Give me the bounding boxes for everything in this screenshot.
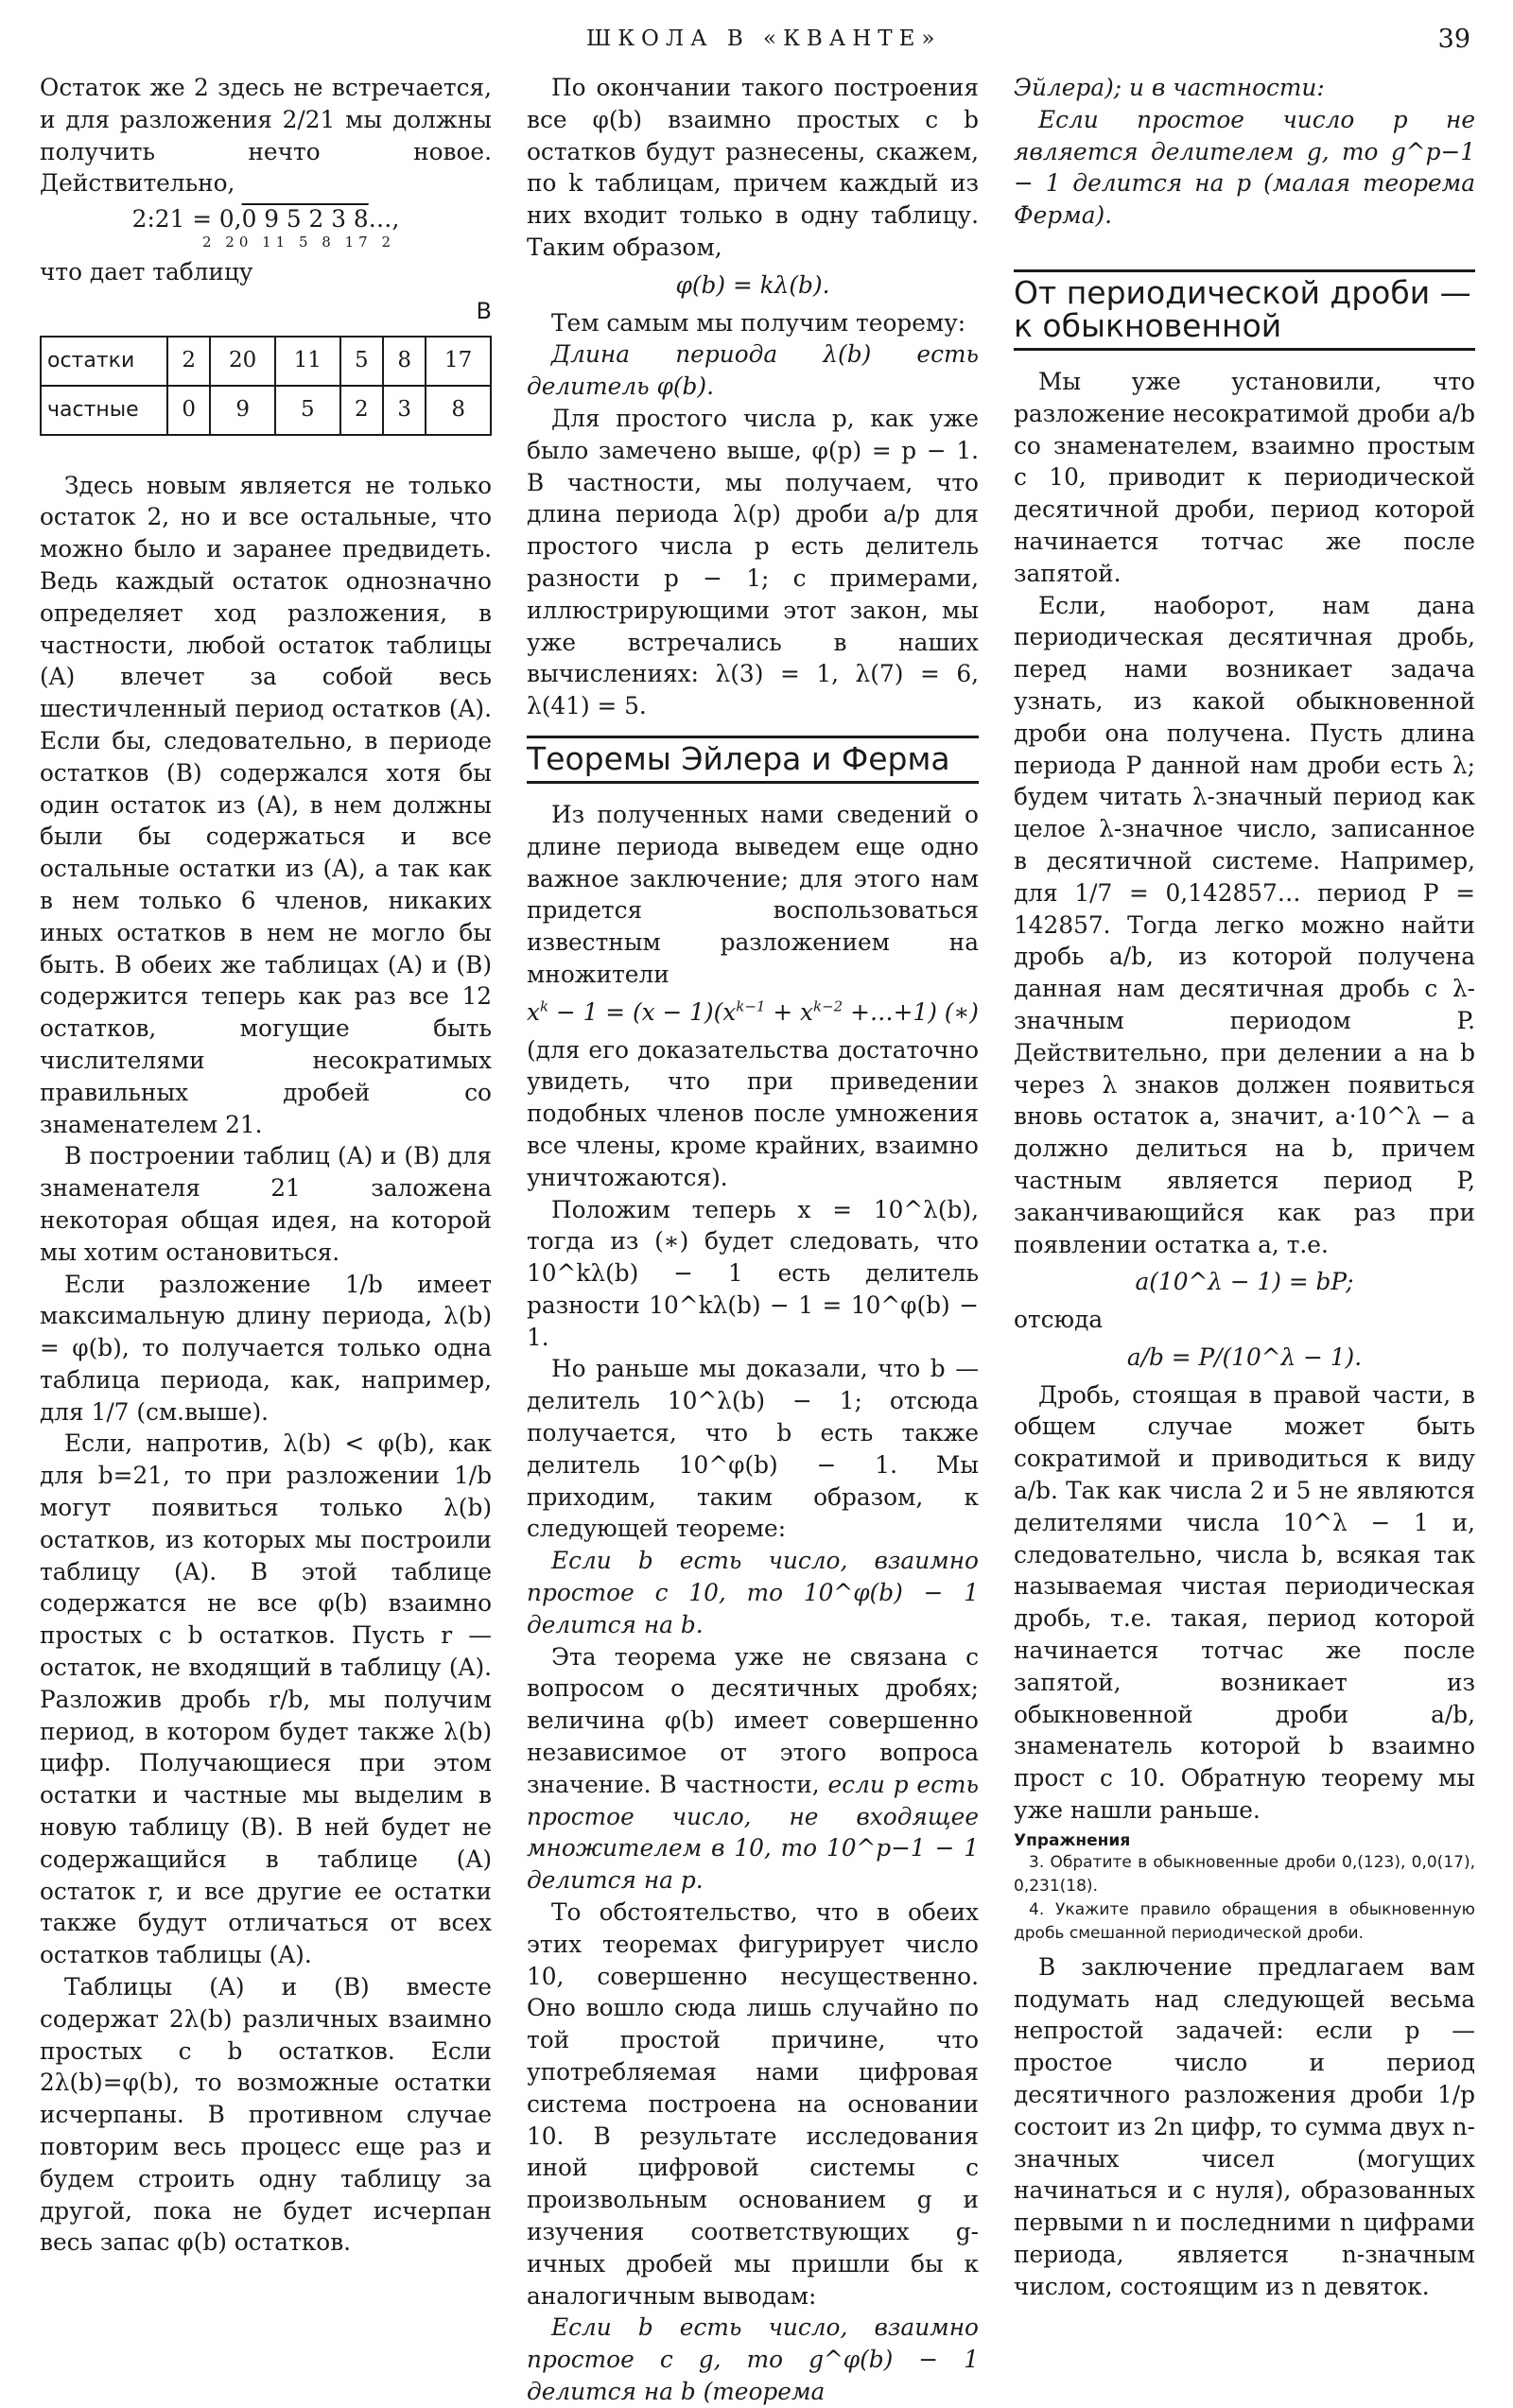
col1-paragraph: Здесь новым является не только остаток 2, но и все остальные, что можно было и заранее предвидеть. Ведь каждый остаток однозначно определяет ход разложения, в частности, любой остаток таблицы (A) влечет за собой весь шестичленный период остатков (A). Если бы, следовательно, в периоде остатков (B) содержался хотя бы один остаток из (A), в нем должны были бы содержаться и все остальные остатки из (A), а так как в нем только 6 членов, никаких иных остатков в нем не могло бы быть. В обеих же таблицах (A) и (B) содержится теперь как раз все 12 остатков, могущие быть числителями несократимых правильных дробей со знаменателем 21. [40, 471, 492, 1138]
table-cell: 2 [167, 337, 210, 386]
table-cell: 9 [210, 386, 275, 435]
formula-aP: a(10^λ − 1) = bP; [1135, 1268, 1354, 1296]
page-number: 39 [1437, 25, 1470, 54]
table-header-cell: частные [41, 386, 167, 435]
division-remainders: 2 20 11 5 8 17 2 [201, 233, 396, 251]
formula-phi: φ(b) = kλ(b). [675, 270, 830, 299]
col1-paragraph: Если разложение 1/b имеет максимальную длину периода, λ(b) = φ(b), то получается только одна таблица периода, как, например, для 1/7 (см.выше). [40, 1270, 492, 1426]
col3-paragraph: В заключение предлагаем вам подумать над следующей весьма непростой задачей: если p — простое число и период десятичного разложения дроби 1/p состоит из 2n цифр, то сумма двух n-значных чисел (могущих начинаться и с нуля), образованных первыми n и последними n цифрами периода, является n-значным числом, состоящим из n девяток. [1014, 1952, 1475, 2300]
col2-paragraph: Для простого числа p, как уже было замечено выше, φ(p) = p − 1. В частности, мы получаем, что длина периода λ(p) дроби a/p для простого числа p есть делитель разности p − 1; с примерами, иллюстрирующими этот закон, мы уже встречались в наших вычислениях: λ(3) = 1, λ(7) = 6, λ(41) = 5. [527, 404, 979, 720]
col3-paragraph: отсюда [1014, 1306, 1104, 1334]
col1-paragraph: Таблицы (A) и (B) вместе содержат 2λ(b) различных взаимно простых с b остатков. Если 2λ(b)=φ(b), то возможные остатки исчерпаны. В противном случае повторим весь процесс еще раз и будем строить одну таблицу за другой, пока не будет исчерпан весь запас φ(b) остатков. [40, 1973, 492, 2257]
col1-paragraph: что дает таблицу [40, 257, 253, 286]
table-cell: 3 [383, 386, 426, 435]
table-cell: 0 [167, 386, 210, 435]
col2-paragraph: То обстоятельство, что в обеих этих теоремах фигурирует число 10, совершенно несущественно. Оно вошло сюда лишь случайно по той простой причине, что употребляемая нами цифровая система построена на основании 10. В результате исследования иной цифровой системы с произвольным основанием g и изучения соответствующих g-ичных дробей мы пришли бы к аналогичным выводам: [527, 1898, 979, 2310]
table-row [41, 386, 491, 435]
division-period: 0 9 5 2 3 8 [241, 205, 369, 234]
section-heading: Теоремы Эйлера и Ферма [527, 736, 979, 784]
col2-paragraph: Эта теорема уже не связана с вопросом о десятичных дробях; величина φ(b) имеет совершенно независимое от этого вопроса значение. В частности, если p есть простое число, не входящее множителем в 10, то 10^p−1 − 1 делится на p. [527, 1642, 979, 1895]
col2-paragraph: Тем самым мы получим теорему: [551, 308, 966, 337]
theorem: Если простое число p не является делителем g, то g^p−1 − 1 делится на p (малая теорема Ферма). [1014, 105, 1475, 230]
col2-paragraph: (для его доказательства достаточно увидеть, что при приведении подобных членов после умножения все члены, кроме крайних, взаимно уничтожаются). [527, 1035, 979, 1191]
table-cell: 8 [383, 337, 426, 386]
col3-paragraph: Если, наоборот, нам дана периодическая десятичная дробь, перед нами возникает задача узнать, из какой обыкновенной дроби она получена. Пусть длина периода P данной нам дроби есть λ; будем читать λ-значный период как целое λ-значное число, записанное в десятичной системе. Например, для 1/7 = 0,142857… период P = 142857. Тогда легко можно найти дробь a/b, из которой получена данная нам десятичная дробь с λ-значным периодом P. Действительно, при делении a на b через λ знаков должен появиться вновь остаток a, значит, a·10^λ − a должно делиться на b, причем частным является период P, заканчивающийся как раз при появлении остатка a, т.е. [1014, 591, 1475, 1258]
division-formula: 2:21 = 0,0 9 5 2 3 8…, [131, 205, 400, 234]
page-header [0, 25, 1513, 62]
table-cell: 5 [275, 386, 340, 435]
theorem-inline: если p есть простое число, не входящее множителем в 10, то 10^p−1 − 1 делится на p. [527, 1770, 979, 1895]
exercises-title: Упражнения [1014, 1830, 1131, 1850]
table-header-cell: остатки [41, 337, 167, 386]
running-title: ШКОЛА В «КВАНТЕ» [586, 26, 942, 51]
column-3 [1014, 72, 1475, 2303]
column-2 [527, 72, 979, 2408]
theorem: Если b есть число, взаимно простое с g, то g^φ(b) − 1 делится на b (теорема [527, 2313, 979, 2405]
section-heading: От периодической дроби — к обыкновенной [1014, 269, 1475, 351]
exercise-item: 3. Обратите в обыкновенные дроби 0,(123), 0,0(17), 0,231(18). [1014, 1852, 1475, 1896]
col2-paragraph: Но раньше мы доказали, что b — делитель 10^λ(b) − 1; отсюда получается, что b есть также делитель 10^φ(b) − 1. Мы приходим, таким образом, к следующей теореме: [527, 1355, 979, 1543]
factorization-formula: $x^k - 1 = (x - 1)(x^{k-1} + x^{k-2}$ +…+1) (∗) [527, 997, 979, 1026]
col2-paragraph: Из полученных нами сведений о длине периода выведем еще одно важное заключение; для этого нам придется воспользоваться известным разложением на множители [527, 800, 979, 988]
col2-paragraph: Положим теперь x = 10^λ(b), тогда из (∗) будет следовать, что 10^kλ(b) − 1 есть делитель разности 10^kλ(b) − 1 = 10^φ(b) − 1. [527, 1195, 979, 1351]
col3-paragraph: Дробь, стоящая в правой части, в общем случае может быть сократимой и приводиться к виду a/b. Так как числа 2 и 5 не являются делителями числа 10^λ − 1 и, следовательно, числа b, всякая так называемая чистая периодическая дробь, т.е. такая, период которой начинается тотчас же после запятой, возникает из обыкновенной дроби a/b, знаменатель которой b взаимно прост с 10. Обратную теорему мы уже нашли раньше. [1014, 1380, 1475, 1825]
col3-paragraph: Эйлера); и в частности: [1014, 74, 1325, 101]
theorem: Длина периода λ(b) есть делитель φ(b). [527, 340, 979, 401]
col1-paragraph: Остаток же 2 здесь не встречается, и для разложения 2/21 мы должны получить нечто новое. Действительно, [40, 74, 492, 198]
col1-paragraph: Если, напротив, λ(b) < φ(b), как для b=21, то при разложении 1/b могут появиться только λ(b) остатков, из которых мы построили таблицу (A). В этой таблице содержатся не все φ(b) взаимно простых с b остатков. Пусть r — остаток, не входящий в таблицу (A). Разложив дробь r/b, мы получим период, в котором будет также λ(b) цифр. Получающиеся при этом остатки и частные мы выделим в новую таблицу (B). В ней будет не содержащийся в таблице (A) остаток r, и все другие ее остатки также будут отличаться от всех остатков таблицы (A). [40, 1429, 492, 1969]
table-cell: 5 [340, 337, 383, 386]
table-cell: 17 [426, 337, 491, 386]
col3-paragraph: Мы уже установили, что разложение несократимой дроби a/b со знаменателем, взаимно простым с 10, приводит к периодической десятичной дроби, период которой начинается тотчас же после запятой. [1014, 367, 1475, 587]
table-cell: 11 [275, 337, 340, 386]
table-cell: 8 [426, 386, 491, 435]
table-cell: 2 [340, 386, 383, 435]
column-1 [40, 72, 492, 2259]
col1-paragraph: В построении таблиц (A) и (B) для знаменателя 21 заложена некоторая общая идея, на которой мы хотим остановиться. [40, 1142, 492, 1266]
formula-ab: a/b = P/(10^λ − 1). [1126, 1343, 1363, 1371]
col2-paragraph: По окончании такого построения все φ(b) взаимно простых с b остатков будут разнесены, скажем, по k таблицам, причем каждый из них входит только в одну таблицу. Таким образом, [527, 74, 979, 261]
theorem: Если b есть число, взаимно простое с 10, то 10^φ(b) − 1 делится на b. [527, 1547, 979, 1638]
table-label: B [476, 297, 492, 324]
exercise-item: 4. Укажите правило обращения в обыкновенную дробь смешанной периодической дроби. [1014, 1899, 1475, 1943]
table-row [41, 337, 491, 386]
remainders-table [40, 336, 492, 436]
table-cell: 20 [210, 337, 275, 386]
